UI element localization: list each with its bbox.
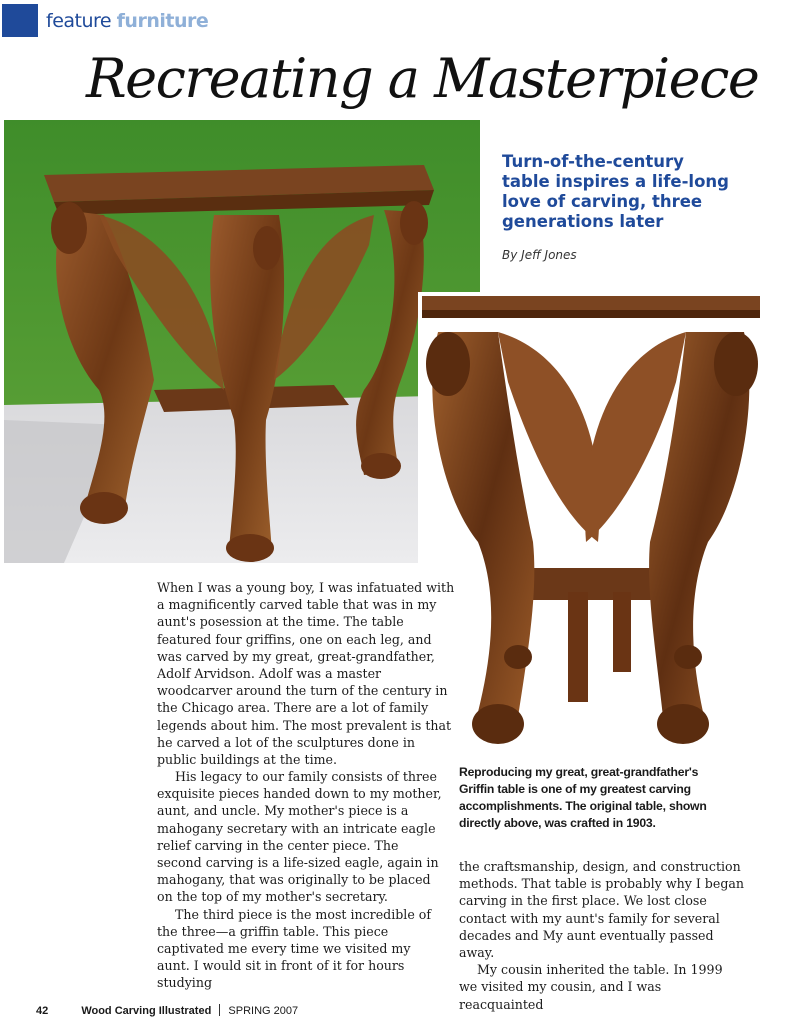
issue-label: SPRING 2007 [228, 1005, 299, 1017]
photo-caption: Reproducing my great, great-grandfather's Griffin table is one of my greatest carving accomplishments. The original table, shown directly above, was crafted in 1903. [459, 765, 707, 830]
footer-divider [219, 1004, 220, 1016]
body-column-1-intro [157, 579, 457, 768]
photo-reproduction-griffin-table [418, 292, 764, 760]
body-paragraph-2: His legacy to our family consists of three exquisite pieces handed down to my mother, aunt, and uncle. My mother's piece is a mahogany secretary with an intricate eagle relief carving in the center piece. The second carving is a life-sized eagle, again in mahogany, that was originally to be placed on the top of my mother's secretary. [157, 769, 442, 905]
section-kicker [46, 10, 208, 32]
body-paragraph-3: The third piece is the most incredible of the three—a griffin table. This piece captivated me every time we visited my aunt. I would sit in front of it for hours studying [157, 906, 432, 991]
body-paragraph-4: My cousin inherited the table. In 1999 we visited my cousin, and I was reacquainted [459, 962, 723, 1012]
photo-original-griffin-table [4, 120, 480, 563]
body-paragraph-1: When I was a young boy, I was infatuated with a magnificently carved table that was in my aunt's posession at the time. The table featured four griffins, one on each leg, and was carved by my great, great-grandfather, Adolf Arvidson. Adolf was a master woodcarver around the turn of the century in the Chicago area. There are a lot of family legends about him. The most prevalent is that he carved a lot of the sculptures done in public buildings at the time. [157, 580, 455, 768]
byline: By Jeff Jones [502, 248, 577, 262]
magazine-name: Wood Carving Illustrated [81, 1005, 212, 1017]
kicker-feature: feature [46, 10, 112, 32]
body-column-2 [459, 858, 744, 1013]
page-number: 42 [36, 1005, 49, 1017]
article-title: Recreating a Masterpiece [86, 47, 759, 110]
section-color-block [2, 4, 38, 37]
article-deck: Turn-of-the-century table inspires a life-long love of carving, three generations later [502, 152, 729, 231]
kicker-furniture: furniture [116, 10, 209, 32]
body-column-1 [157, 768, 447, 992]
body-paragraph-3-continued: the craftsmanship, design, and construction methods. That table is probably why I began carving in the first place. We lost close contact with my aunt's family for several decades and My aunt eventually passed away. [459, 859, 744, 961]
page-footer [36, 1004, 298, 1017]
